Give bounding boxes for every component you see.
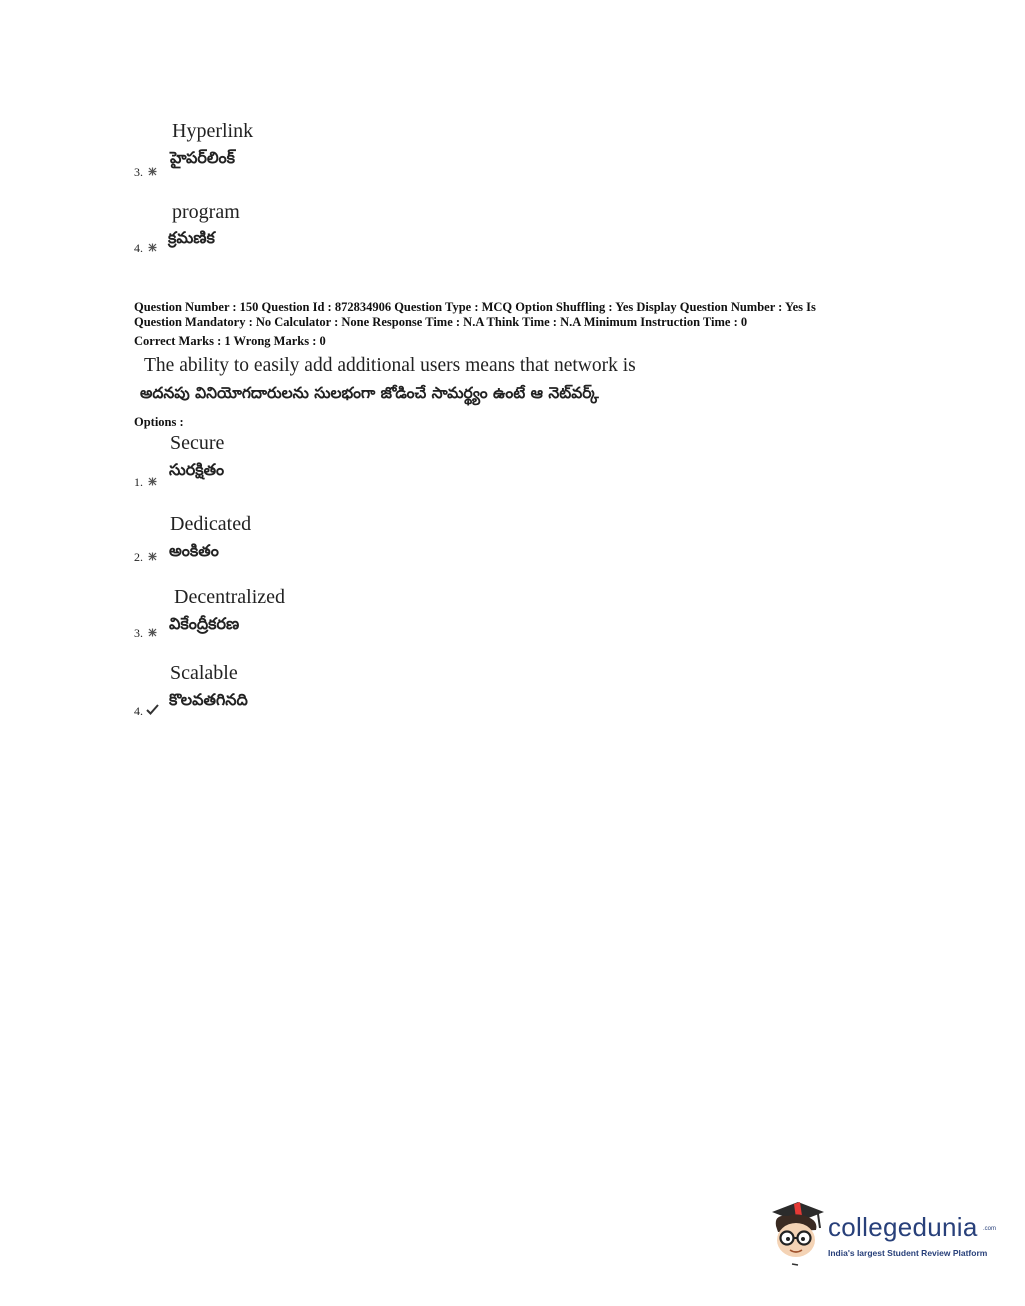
question-meta-line1: Question Number : 150 Question Id : 872834906 Question Type : MCQ Option Shuffling : Yes Display Question Number : Yes Is	[134, 300, 816, 314]
option-telugu: క్రమణిక	[168, 228, 215, 247]
option-telugu: హైపర్‌లింక్	[170, 148, 235, 167]
wrong-mark-icon	[148, 165, 157, 180]
option-number-row	[134, 475, 157, 490]
option-telugu: కొలవతగినది	[169, 690, 248, 709]
option-number-row	[134, 165, 157, 180]
wrong-mark-icon	[148, 626, 157, 641]
option-number: 3.	[134, 626, 143, 640]
logo-com: .com	[983, 1226, 997, 1232]
question-text-telugu: అదనపు వినియోగదారులను సులభంగా జోడించే సామర్థ్యం ఉంటే ఆ నెట్‌వర్క్	[140, 384, 599, 402]
option-number: 4.	[134, 704, 143, 718]
option-number: 3.	[134, 165, 143, 179]
option-english: Secure	[170, 432, 225, 454]
option-english: Dedicated	[170, 513, 252, 535]
option-telugu: వికేంద్రీకరణ	[169, 614, 240, 633]
option-english: Hyperlink	[172, 120, 254, 142]
option-number-row	[134, 550, 157, 565]
correct-check-icon	[146, 704, 159, 719]
wrong-mark-icon	[148, 475, 157, 490]
mascot-icon	[766, 1198, 828, 1266]
question-marks: Correct Marks : 1 Wrong Marks : 0	[134, 334, 326, 348]
option-english: program	[172, 201, 240, 223]
option-telugu: అంకితం	[169, 541, 219, 560]
option-number-row	[134, 241, 157, 256]
option-english: Scalable	[170, 662, 238, 684]
option-number: 2.	[134, 550, 143, 564]
wrong-mark-icon	[148, 550, 157, 565]
collegedunia-logo	[766, 1198, 996, 1268]
wrong-mark-icon	[148, 241, 157, 256]
option-number-row	[134, 626, 157, 641]
options-label: Options :	[134, 415, 184, 429]
logo-title: collegedunia	[828, 1212, 978, 1242]
option-number: 4.	[134, 241, 143, 255]
option-number: 1.	[134, 475, 143, 489]
option-telugu: సురక్షితం	[169, 460, 225, 479]
option-english: Decentralized	[174, 586, 286, 608]
question-text-english: The ability to easily add additional users means that network is	[144, 355, 636, 376]
question-meta-line2: Question Mandatory : No Calculator : None Response Time : N.A Think Time : N.A Minimum Instruction Time : 0	[134, 315, 748, 329]
logo-tagline: India's largest Student Review Platform	[828, 1248, 988, 1258]
option-number-row	[134, 704, 159, 719]
